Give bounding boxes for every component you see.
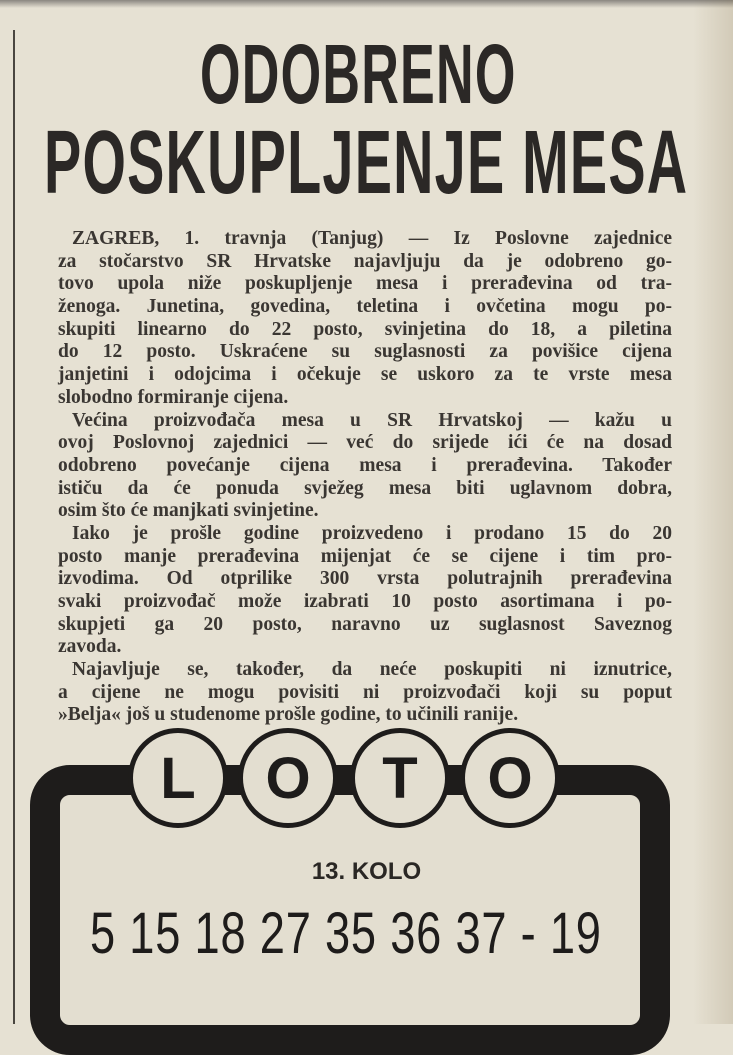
article-line: do 12 posto. Uskraćene su suglasnosti za povišice cijena	[58, 341, 672, 363]
article-line: ističu da će ponuda svježeg mesa biti uglavnom dobra,	[58, 477, 672, 499]
article-line: zavoda.	[58, 636, 122, 658]
loto-ball-t: T	[350, 728, 450, 828]
article-line: ZAGREB, 1. travnja (Tanjug) — Iz Poslovne zajednice	[72, 228, 672, 249]
article-line: za stočarstvo SR Hrvatske najavljuju da je odobreno go-	[58, 250, 672, 272]
article-line: skupjeti ga 20 posto, naravno uz suglasnost Saveznog	[58, 613, 672, 635]
article-line: Iako je prošle godine proizvedeno i prodano 15 do 20	[72, 522, 672, 544]
article-line: ovoj Poslovnoj zajednici — već do srijede ići će na dosad	[58, 432, 672, 454]
loto-ball-o2: O	[460, 728, 560, 828]
article-line: slobodno formiranje cijena.	[58, 386, 289, 408]
headline-line-1: ODOBRENO	[200, 27, 517, 121]
loto-round: 13. KOLO	[311, 858, 422, 885]
article-line: osim što će manjkati svinjetine.	[58, 500, 319, 522]
article-line: Najavljuje se, također, da neće poskupiti ni iznutrice,	[72, 659, 672, 681]
headline-line-2: POSKUPLJENJE MESA	[44, 113, 689, 213]
article-line: izvodima. Od otprilike 300 vrsta polutrajnih prerađevina	[58, 568, 672, 590]
article-line: »Belja« još u studenome prošle godine, to učinili ranije.	[58, 704, 519, 726]
article-line: janjetini i odojcima i očekuje se uskoro za te vrste mesa	[58, 364, 672, 386]
article-line: odobreno povećanje cijena mesa i prerađevina. Također	[58, 454, 672, 476]
article-body	[58, 228, 672, 727]
photo-top-edge	[0, 0, 733, 8]
article-line: Većina proizvođača mesa u SR Hrvatskoj — kažu u	[72, 409, 672, 431]
article-line: a cijene ne mogu povisiti ni proizvođači koji su poput	[58, 681, 672, 703]
article-line: skupiti linearno do 22 posto, svinjetina do 18, a piletina	[58, 318, 672, 340]
loto-numbers: 5 15 18 27 35 36 37 - 19	[90, 901, 602, 966]
article-line: ženoga. Junetina, govedina, teletina i ovčetina mogu po-	[58, 296, 672, 318]
photo-shadow	[693, 0, 733, 1024]
article-line: posto manje prerađevina mijenjat će se cijene i tim pro-	[58, 545, 672, 567]
article-line: svaki proizvođač može izabrati 10 posto asortimana i po-	[58, 591, 672, 612]
article-line: tovo upola niže poskupljenje mesa i prerađevina od tra-	[58, 273, 672, 295]
loto-ball-o: O	[238, 728, 338, 828]
loto-ball-l: L	[128, 728, 228, 828]
